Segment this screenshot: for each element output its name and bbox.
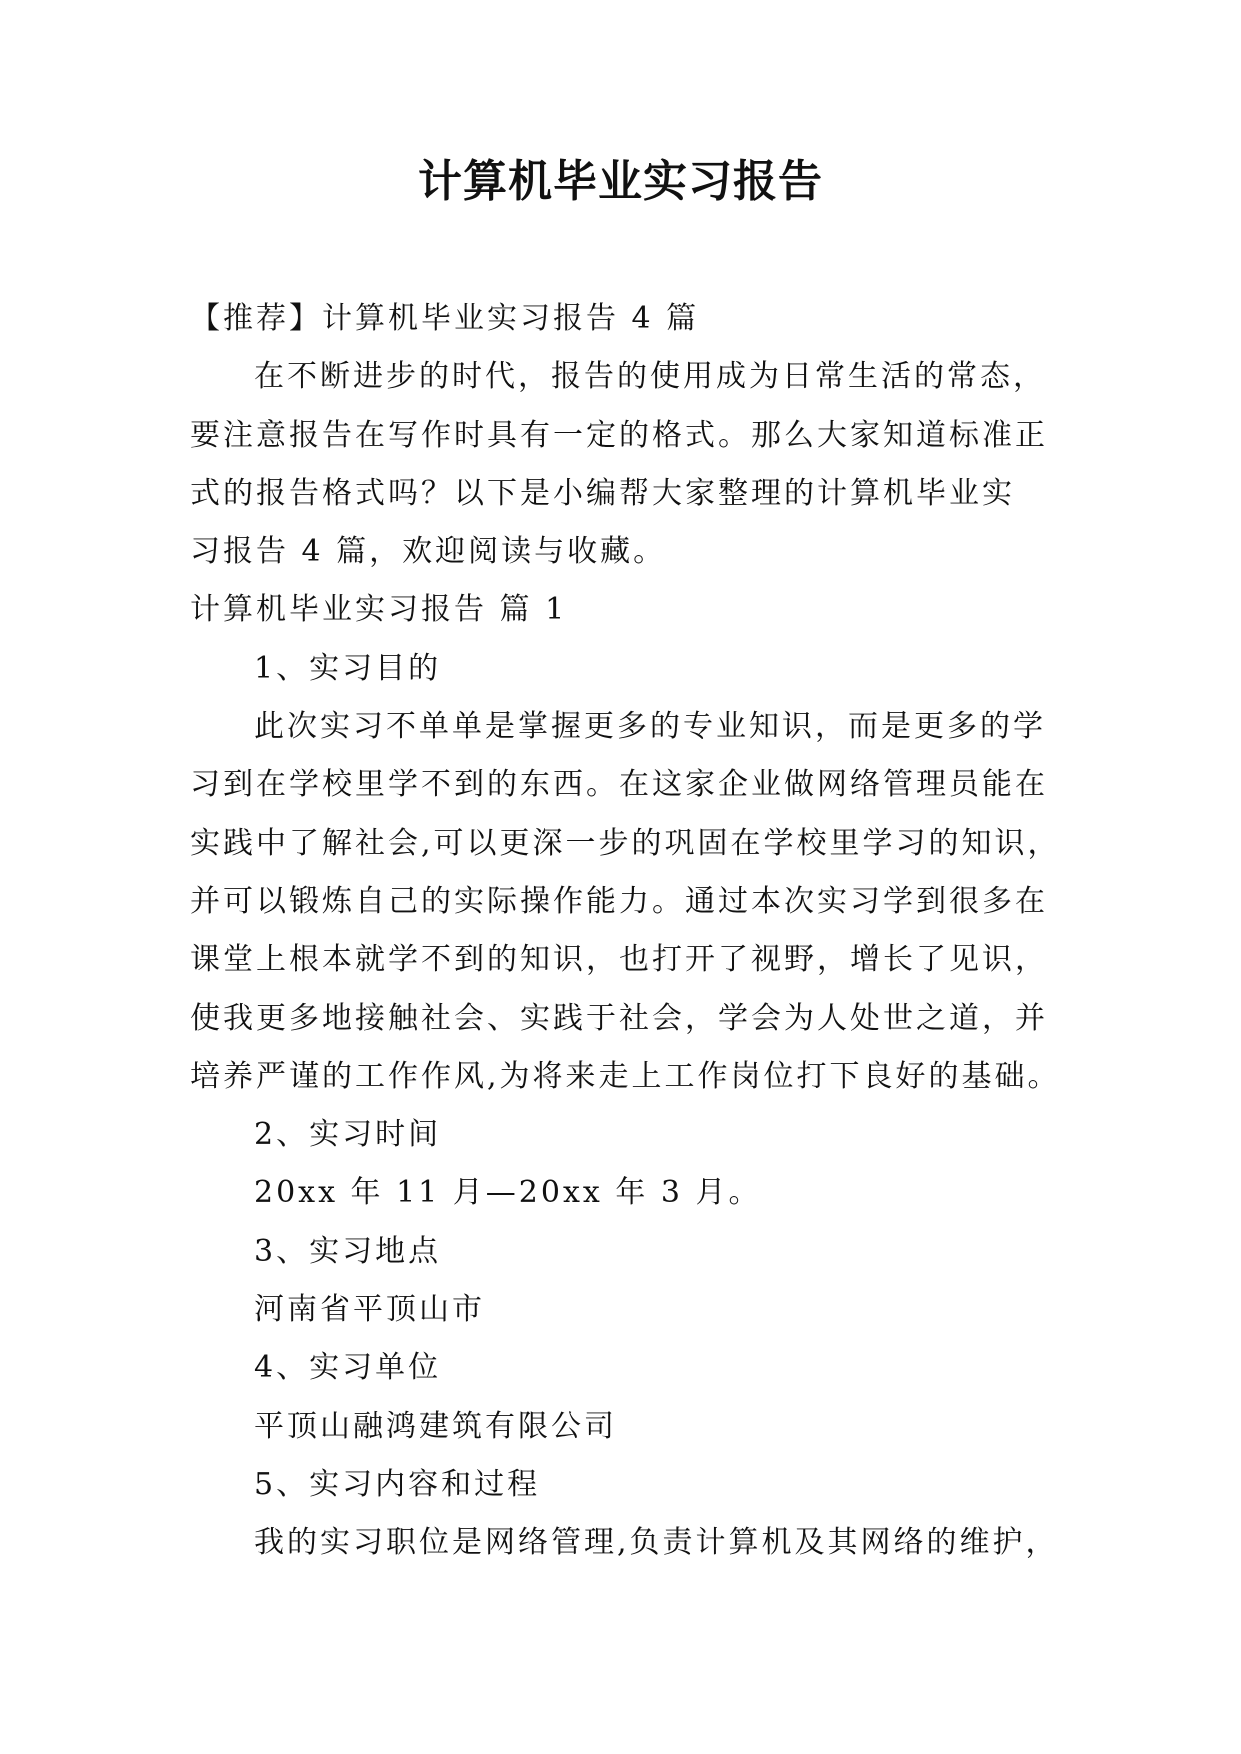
text-line: 此次实习不单单是掌握更多的专业知识，而是更多的学: [254, 709, 1046, 745]
subheading: 2、实习时间: [254, 1117, 442, 1153]
subheading: 5、实习内容和过程: [254, 1466, 541, 1502]
section-heading: 计算机毕业实习报告 篇 1: [190, 592, 568, 628]
text-line: 【推荐】计算机毕业实习报告 4 篇: [190, 301, 700, 336]
text-line: 20xx 年 11 月—20xx 年 3 月。: [254, 1175, 762, 1211]
text-line: 平顶山融鸿建筑有限公司: [254, 1408, 617, 1444]
text-line: 河南省平顶山市: [254, 1292, 485, 1328]
subheading: 3、实习地点: [254, 1233, 442, 1269]
text-line: 习到在学校里学不到的东西。在这家企业做网络管理员能在: [190, 767, 1048, 803]
subheading: 4、实习单位: [254, 1350, 442, 1386]
text-line: 式的报告格式吗？以下是小编帮大家整理的计算机毕业实: [190, 475, 1015, 511]
text-line: 习报告 4 篇，欢迎阅读与收藏。: [190, 534, 667, 570]
text-line: 要注意报告在写作时具有一定的格式。那么大家知道标准正: [190, 417, 1048, 453]
subheading: 1、实习目的: [254, 650, 442, 686]
document-body: [190, 290, 1061, 1573]
document-title: 计算机毕业实习报告: [418, 156, 823, 207]
text-line: 培养严谨的工作作风,为将来走上工作岗位打下良好的基础。: [190, 1058, 1061, 1094]
text-line: 实践中了解社会,可以更深一步的巩固在学校里学习的知识，: [190, 825, 1061, 861]
text-line: 并可以锻炼自己的实际操作能力。通过本次实习学到很多在: [190, 883, 1048, 919]
text-line: 使我更多地接触社会、实践于社会，学会为人处世之道，并: [190, 1000, 1048, 1036]
text-line: 课堂上根本就学不到的知识，也打开了视野，增长了见识，: [190, 942, 1048, 978]
text-line: 我的实习职位是网络管理,负责计算机及其网络的维护，: [254, 1525, 1059, 1561]
text-line: 在不断进步的时代，报告的使用成为日常生活的常态，: [254, 359, 1046, 395]
